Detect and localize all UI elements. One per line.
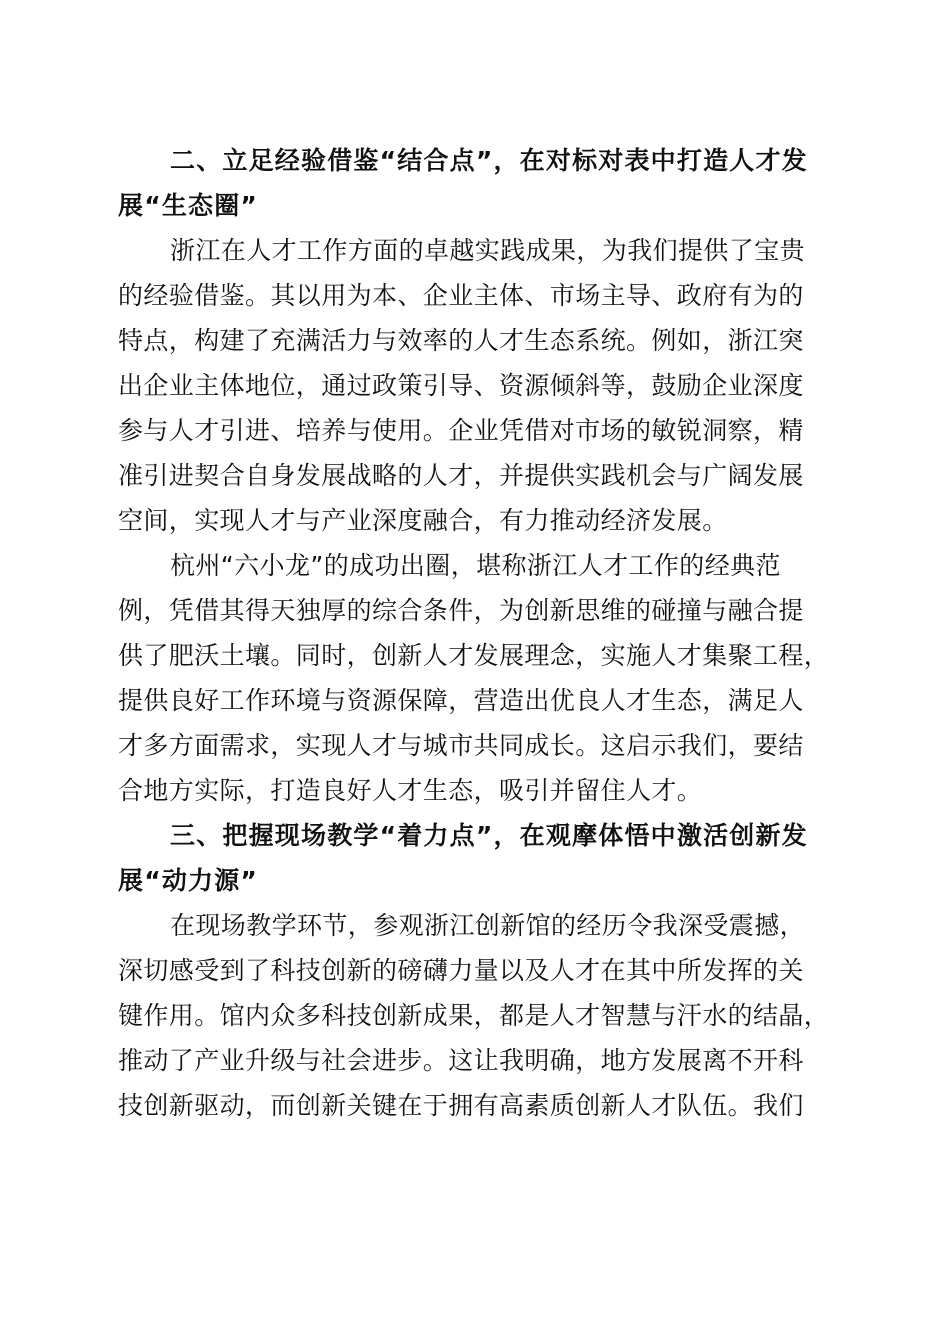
- section-2-heading: [118, 138, 832, 228]
- paragraph-line: 提供良好工作环境与资源保障，营造出优良人才生态，满足人: [118, 686, 804, 715]
- paragraph-line: 键作用。馆内众多科技创新成果，都是人才智慧与汗水的结晶，: [118, 1001, 830, 1030]
- section-3-heading: [118, 813, 832, 903]
- section-3-heading-line-2: 展“动力源”: [118, 866, 259, 895]
- document-body: [118, 138, 832, 1128]
- paragraph-line: 深切感受到了科技创新的磅礴力量以及人才在其中所发挥的关: [118, 956, 804, 985]
- paragraph-line: 出企业主体地位，通过政策引导、资源倾斜等，鼓励企业深度: [118, 371, 804, 400]
- paragraph-line: 技创新驱动，而创新关键在于拥有高素质创新人才队伍。我们: [118, 1091, 804, 1120]
- paragraph-line: 浙江在人才工作方面的卓越实践成果，为我们提供了宝贵: [170, 236, 806, 265]
- paragraph-line: 参与人才引进、培养与使用。企业凭借对市场的敏锐洞察，精: [118, 416, 804, 445]
- section-2-heading-line-2: 展“生态圈”: [118, 191, 259, 220]
- paragraph-line: 合地方实际，打造良好人才生态，吸引并留住人才。: [118, 776, 703, 805]
- paragraph-line: 准引进契合自身发展战略的人才，并提供实践机会与广阔发展: [118, 461, 804, 490]
- paragraph-line: 特点，构建了充满活力与效率的人才生态系统。例如，浙江突: [118, 326, 804, 355]
- section-3-paragraph-1: [118, 903, 832, 1128]
- paragraph-line: 才多方面需求，实现人才与城市共同成长。这启示我们，要结: [118, 731, 804, 760]
- section-2-paragraph-2: [118, 543, 832, 813]
- paragraph-line: 例，凭借其得天独厚的综合条件，为创新思维的碰撞与融合提: [118, 596, 804, 625]
- section-3-heading-line-1: 三、把握现场教学“着力点”，在观摩体悟中激活创新发: [170, 821, 808, 850]
- paragraph-line: 杭州“六小龙”的成功出圈，堪称浙江人才工作的经典范: [170, 551, 781, 580]
- paragraph-line: 供了肥沃土壤。同时，创新人才发展理念，实施人才集聚工程，: [118, 641, 830, 670]
- paragraph-line: 的经验借鉴。其以用为本、企业主体、市场主导、政府有为的: [118, 281, 804, 310]
- paragraph-line: 在现场教学环节，参观浙江创新馆的经历令我深受震撼，: [170, 911, 806, 940]
- section-2-paragraph-1: [118, 228, 832, 543]
- paragraph-line: 空间，实现人才与产业深度融合，有力推动经济发展。: [118, 506, 728, 535]
- paragraph-line: 推动了产业升级与社会进步。这让我明确，地方发展离不开科: [118, 1046, 804, 1075]
- section-2-heading-line-1: 二、立足经验借鉴“结合点”，在对标对表中打造人才发: [170, 146, 808, 175]
